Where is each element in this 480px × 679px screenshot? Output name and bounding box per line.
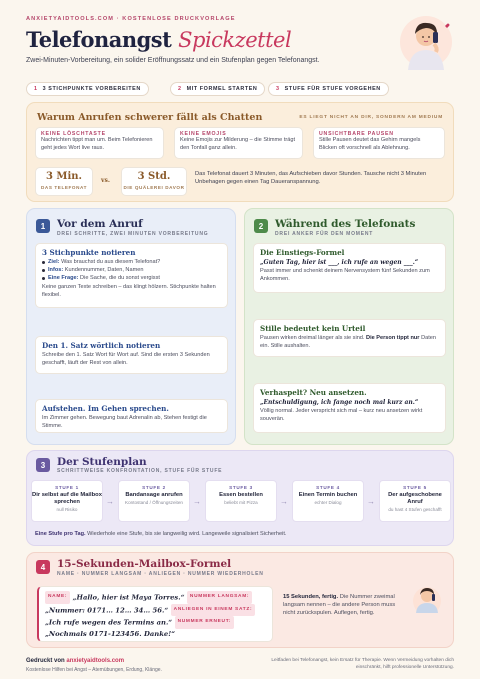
stage-1 [31, 480, 103, 522]
card-title: Den 1. Satz wörtlich notieren [42, 341, 161, 350]
pill-number: 3 [276, 86, 280, 92]
before-title: Vor dem Anruf [57, 218, 143, 230]
card-quote: „Guten Tag, hier ist ___, ich rufe an wegen ___.“ [260, 259, 419, 266]
bullet-label: Ziel: [48, 259, 60, 265]
card-stand-up [35, 399, 228, 433]
page-subtitle: Zwei-Minuten-Vorbereitung, ein solider Eröffnungssatz und ein Stufenplan gegen Telefonangst. [26, 57, 320, 64]
footer-disclaimer: Leitfaden bei Telefonangst, kein Ersatz für Therapie. Wenn Vermeidung vorhalten dich einschränkt, hilft professionelle Unterstützung. [271, 658, 454, 670]
title-main: Telefonangst [26, 27, 172, 52]
tag-number: NUMMER LANGSAM: [187, 591, 252, 604]
arrow-right-icon: → [106, 497, 114, 506]
why-box-text: Keine Emojis zur Milderung – die Stimme trägt den Tonfall ganz allein. [180, 137, 296, 151]
card-title: Verhaspelt? Neu ansetzen. [260, 388, 367, 397]
bullet-text: Die Sache, die du sonst vergisst [80, 274, 160, 281]
section-number-badge: 2 [254, 219, 268, 233]
section-number-badge: 4 [36, 560, 50, 574]
bullet-text: Was brauchst du aus diesem Telefonat? [61, 259, 161, 265]
bullet-label: Infos: [48, 266, 64, 273]
stat-value: 3 Min. [45, 171, 83, 182]
stage-desc: echter Dialog [314, 500, 342, 505]
pill-number: 1 [34, 86, 38, 92]
stage-2 [118, 480, 190, 522]
why-box-invisible-pauses [313, 127, 445, 159]
why-box-no-delete [35, 127, 164, 159]
stat-value: 3 Std. [137, 171, 171, 182]
stage-4 [292, 480, 364, 522]
stat-call-duration [35, 167, 93, 196]
footer-site-link[interactable]: anxietyaidtools.com [66, 658, 125, 664]
page-title [26, 27, 291, 52]
stage-name: Essen bestellen [219, 492, 263, 498]
tag-repeat: NUMMER ERNEUT: [175, 616, 235, 629]
why-box-text: Nachrichten tippt man um. Beim Telefonieren geht jedes Wort live raus. [41, 137, 153, 151]
before-subtitle: DREI SCHRITTE, ZWEI MINUTEN VORBEREITUNG [57, 231, 209, 237]
pill-step-3 [268, 82, 389, 96]
card-text-part: Pausen wirken dreimal länger als sie sind. [260, 335, 365, 341]
mailbox-subtitle: NAME · NUMMER LANGSAM · ANLIEGEN · NUMMER WIEDERHOLEN [57, 571, 264, 577]
card-title: Die Einstiegs-Formel [260, 248, 345, 257]
arrow-right-icon: → [193, 497, 201, 506]
stage-name: Dir selbst auf die Mailbox sprechen [32, 492, 102, 505]
person-on-phone-icon [398, 12, 454, 70]
during-title: Während des Telefonats [275, 218, 416, 230]
card-first-sentence [35, 336, 228, 374]
stage-label: STUFE 5 [403, 485, 427, 490]
section-number-badge: 3 [36, 458, 50, 472]
stage-desc: Kontostand / Öffnungszeiten [125, 500, 183, 505]
stage-label: STUFE 1 [55, 485, 79, 490]
why-title: Warum Anrufen schwerer fällt als Chatten [37, 112, 263, 123]
mailbox-script [37, 586, 273, 642]
during-call-section [244, 208, 454, 445]
bullet-text: Kundennummer, Daten, Namen [64, 266, 144, 273]
card-text-part: Daten ein. Stille aushalten. [260, 335, 436, 349]
stage-desc: du hast 4 Stufen geschafft [388, 507, 442, 512]
why-section [26, 102, 454, 202]
card-opening-formula [253, 243, 446, 293]
during-subtitle: DREI ANKER FÜR DEN MOMENT [275, 231, 374, 237]
stage-name: Einen Termin buchen [298, 492, 358, 498]
mailbox-title: 15-Sekunden-Mailbox-Formel [57, 558, 232, 570]
stufen-title: Der Stufenplan [57, 456, 147, 468]
mailbox-section [26, 552, 454, 648]
pill-number: 2 [178, 86, 182, 92]
stage-5 [379, 480, 451, 522]
arrow-right-icon: → [367, 497, 375, 506]
card-quote: „Entschuldigung, ich fange noch mal kurz an.“ [260, 399, 419, 406]
bullet-question [42, 275, 221, 283]
stage-3 [205, 480, 277, 522]
side-note-text: Die Nummer zweimal langsam nennen – die andere Person muss nicht zurückspulen. Auflegen, fertig. [283, 594, 396, 616]
stufen-footer [35, 531, 286, 537]
tag-concern: ANLIEGEN IN EINEM SATZ: [171, 604, 256, 617]
stat-explanation: Das Telefonat dauert 3 Minuten, das Aufschieben davor Stunden. Tausche nicht 3 Minuten Unbehagen gegen einen Tag Daueranspannung. [195, 171, 427, 185]
section-number-badge: 1 [36, 219, 50, 233]
why-box-text: Stille Pausen deutet das Gehirn mangels Blicken oft vorschnell als Ablehnung. [319, 137, 421, 151]
pill-label: 3 STICHPUNKTE VORBEREITEN [42, 86, 141, 92]
arrow-right-icon: → [280, 497, 288, 506]
before-call-section [26, 208, 236, 445]
why-note: ES LIEGT NICHT AN DIR, SONDERN AM MEDIUM [299, 115, 443, 120]
card-silence [253, 319, 446, 357]
pill-label: STUFE FÜR STUFE VORGEHEN [284, 86, 381, 92]
card-text: Keine ganzen Texte schreiben – das klingt hölzern. Stichpunkte halten flexibel. [42, 284, 216, 299]
bullet-goal [42, 259, 221, 267]
stufen-footer-text: Wiederhole eine Stufe, bis sie langweilig wird. Langeweile signalisiert Sicherheit. [87, 531, 287, 537]
quote-repeat: „Nochmals 0171-123456. Danke!“ [45, 629, 176, 638]
card-title: Stille bedeutet kein Urteil [260, 324, 366, 333]
stat-procrastination [121, 167, 187, 196]
tag-name: NAME: [45, 591, 70, 604]
card-text-bold: Die Person tippt nur [366, 335, 420, 341]
stat-label: DIE QUÄLEREI DAVOR [123, 185, 185, 190]
card-text [260, 335, 439, 351]
mailbox-illustration-icon [407, 583, 447, 613]
quote-number: „Nummer: 0171… 12… 34… 56.“ [45, 605, 169, 614]
card-text: Passt immer und schenkt deinem Nervensystem fünf Sekunden zum Ankommen. [260, 268, 430, 282]
footer-credit [26, 658, 124, 664]
site-kicker: ANXIETYAIDTOOLS.COM · KOSTENLOSE DRUCKVORLAGE [26, 16, 236, 22]
stat-label: DAS TELEFONAT [41, 185, 87, 190]
side-note-bold: 15 Sekunden, fertig. [283, 594, 339, 600]
stufen-subtitle: SCHRITTWEISE KONFRONTATION, STUFE FÜR STUFE [57, 468, 223, 474]
stufen-footer-bold: Eine Stufe pro Tag. [35, 531, 86, 537]
card-three-bullets [35, 243, 228, 308]
title-accent: Spickzettel [178, 28, 292, 52]
card-restart [253, 383, 446, 433]
quote-concern: „Ich rufe wegen des Termins an.“ [45, 618, 173, 627]
stage-label: STUFE 2 [142, 485, 166, 490]
stage-desc: beliebt mit Pizza [224, 500, 258, 505]
card-title: 3 Stichpunkte notieren [42, 248, 136, 257]
bullet-label: Eine Frage: [48, 274, 79, 281]
stage-label: STUFE 4 [316, 485, 340, 490]
stage-label: STUFE 3 [229, 485, 253, 490]
why-box-no-emojis [174, 127, 303, 159]
mailbox-side-note [283, 593, 405, 617]
why-box-head: UNSICHTBARE PAUSEN [319, 131, 394, 137]
versus-label: vs. [101, 177, 110, 184]
mailbox-script-text [45, 591, 266, 639]
footer-printed-by: Gedruckt von [26, 658, 65, 664]
bullet-infos [42, 267, 221, 275]
card-text: Völlig normal. Jeder verspricht sich mal – kurz neu ansetzen wirkt souverän. [260, 408, 423, 422]
pill-step-1 [26, 82, 149, 96]
card-text: Im Zimmer gehen. Bewegung baut Adrenalin ab, Stehen festigt die Stimme. [42, 415, 207, 429]
card-title: Aufstehen. Im Gehen sprechen. [42, 404, 169, 413]
stage-name: Bandansage anrufen [125, 492, 183, 498]
card-text: Schreibe den 1. Satz Wort für Wort auf. Sind die ersten 3 Sekunden geschafft, läuft der Rest von allein. [42, 352, 210, 366]
quote-name: „Hallo, hier ist Maya Torres.“ [72, 593, 185, 602]
pill-step-2 [170, 82, 265, 96]
stage-desc: null Risiko [56, 507, 78, 512]
pill-label: MIT FORMEL STARTEN [186, 86, 258, 92]
stage-name: Der aufgeschobene Anruf [388, 492, 442, 505]
why-box-head: KEINE EMOJIS [180, 131, 227, 137]
why-box-head: KEINE LÖSCHTASTE [41, 131, 106, 137]
footer-tagline: Kostenlose Hilfen bei Angst – Atemübungen, Erdung, Klänge. [26, 667, 162, 673]
